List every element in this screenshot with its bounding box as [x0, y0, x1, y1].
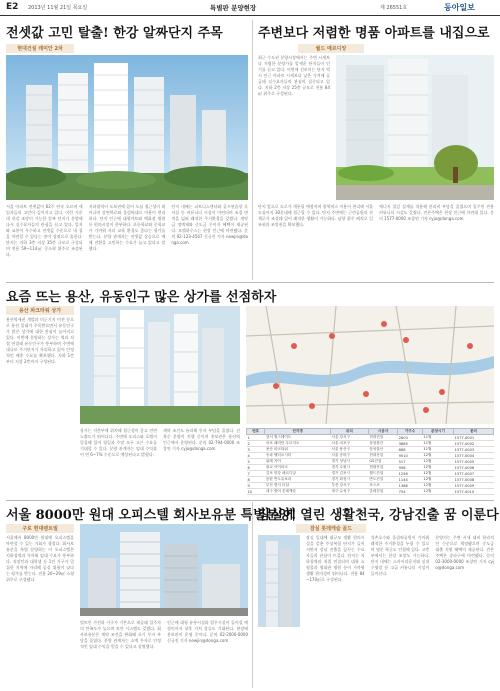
table-cell: 서울 강서구 [330, 435, 368, 441]
table-cell: 1 [247, 435, 265, 441]
table-cell: 9 [247, 483, 265, 489]
article3-col2: 상가는 저층부에 위치해 접근성이 좋고 전면 노출도가 뛰어나다. 주변에 오피스와 호텔이 밀집해 있어 평일과 주말 모두 고른 수요를 기대할 수 있다. 분양 관계자는 임대 수익률이 연 6~7% 수준으로 예상된다고 밝혔다. [80, 428, 157, 457]
article1-col2: 지하철역이 도보권에 있어 도심 접근성이 뛰어나며 강변북로와 올림픽대로 이용이 편리하다. 단지 인근에 대형마트와 백화점 병원 등 편의시설이 풍부하다. 초등학교와 중학교가 가까워 자녀 교육 환경도 좋다는 평가를 받는다. 분양 관계자는 전셋값 상승으로 매매 전환을 고민하는 수요가 늘고 있다고 말했다. [88, 204, 166, 251]
table-cell: 1577-0001 [454, 435, 494, 441]
table-cell: 888 [398, 447, 423, 453]
article1-col1: 서울 아파트 전셋값이 62주 연속 오르며 세입자들의 고민이 깊어지고 있다. 이런 가운데 한강 조망이 가능한 알짜 단지가 분양에 나서 실수요자들의 관심을 끌고 있다. 입지와 교통이 우수하고 전셋값 수준으로 내 집을 마련할 수 있다는 점이 장점으로 꼽힌다. 단지는 지하 3층 지상 35층 규모로 구성되며 전용 59~114㎡ 중소형 위주로 조성된다. [6, 204, 83, 257]
table-cell: 1577-0009 [454, 483, 494, 489]
table-cell: 11월 [422, 435, 453, 441]
table-cell: 마포 래미안 푸르지오 [265, 441, 331, 447]
table-cell: 경기 수원시 [330, 465, 368, 471]
table-cell: GS건설 [368, 459, 397, 465]
table-header-cell: 문의 [454, 429, 494, 435]
table-cell: 1577-0006 [454, 465, 494, 471]
page-number: E2 [6, 2, 19, 12]
article5-headline: 잠실에 열린 생활천국, 강남진출 꿈 이룬다 [258, 508, 499, 523]
table-cell: 12월 [422, 459, 453, 465]
article4-col1: 서울에서 8000만 원대에 오피스텔을 마련할 수 있는 기회가 생겼다. 회사보유분을 특별 분양하는 이 오피스텔은 지하철역과 가까워 임대 수요가 풍부하다. 직장인과 대학생 등 1인 가구가 밀집한 지역에 자리해 공실 위험이 낮다는 평가를 받는다. 전용 20~29㎡ 소형 위주로 구성됐다. [6, 535, 74, 582]
article4-photo [80, 524, 248, 616]
article1-tag: 현대건설 래미안 2차 [6, 44, 74, 53]
article4-tag: 구로 현대렌트빌 [6, 524, 74, 533]
table-cell: 경기 김포시 [330, 471, 368, 477]
table-cell: 경기 화성시 [330, 477, 368, 483]
table-cell: 3885 [398, 441, 423, 447]
table-cell: 포스코 [368, 483, 397, 489]
table-cell: 9510 [398, 453, 423, 459]
table-cell: 11월 [422, 447, 453, 453]
article2-col1: 최근 수도권 분양시장에서는 주변 시세보다 저렴한 분양가를 앞세운 단지들이 인기를 끌고 있다. 이번에 선보이는 단지 역시 인근 아파트 시세보다 낮은 가격에 공급돼 실수요자들의 관심이 집중되고 있다. 지하 2층 지상 25층 규모로 전용 84㎡ 위주로 구성된다. [258, 55, 330, 96]
table-cell: 대구 수성구 [330, 489, 368, 495]
article3-tag: 용산 파크타워 상가 [6, 306, 74, 315]
table-cell: 2 [247, 441, 265, 447]
table-cell: 현대산업 [368, 465, 397, 471]
table-cell: 7 [247, 471, 265, 477]
article3-left-body [6, 317, 74, 497]
table-cell: 517 [398, 459, 423, 465]
table-cell: 1256 [398, 471, 423, 477]
table-header-cell: 단지명 [265, 429, 331, 435]
table-cell: 12월 [422, 453, 453, 459]
table-cell: 8 [247, 477, 265, 483]
issue-date: 2013년 11월 21일 목요일 [28, 5, 88, 11]
article1-col3: 단지 내에는 피트니스센터와 골프연습장 독서실 등 커뮤니티 시설이 마련되며 조경 면적을 넓혀 쾌적한 주거환경을 갖췄다. 계약금 정액제와 중도금 무이자 혜택이 제공된다. 모델하우스는 현장 인근에 마련됐다. 문의 02-123-4567 신규진 기자 newjin@donga.com [171, 204, 249, 245]
table-cell: 958 [398, 465, 423, 471]
article1-body [6, 204, 248, 278]
table-cell: 월드건설 [368, 471, 397, 477]
page-header [0, 0, 500, 16]
table-cell: 1577-0007 [454, 471, 494, 477]
article3-photo [80, 306, 240, 424]
table-row [247, 489, 494, 495]
table-cell: 삼성물산 [368, 441, 397, 447]
article2-photo [336, 55, 494, 200]
table-cell: 12월 [422, 489, 453, 495]
article2-body [258, 204, 494, 278]
table-cell: 1577-0002 [454, 441, 494, 447]
table-cell: 4 [247, 453, 265, 459]
column-divider [252, 20, 253, 280]
table-cell: 롯데건설 [368, 489, 397, 495]
table-cell: 김포 한강 메르디앙 [265, 471, 331, 477]
table-cell: 서울 용산구 [330, 447, 368, 453]
table-cell: 광교 아이파크 [265, 465, 331, 471]
table-cell: 서울 마포구 [330, 441, 368, 447]
section-divider-2 [6, 500, 494, 501]
article1-photo [6, 55, 248, 200]
table-cell: 서울 송파구 [330, 453, 368, 459]
table-cell: 부산 명지 더샵 [265, 483, 331, 489]
table-cell: 1577-0008 [454, 477, 494, 483]
article5-photo [258, 535, 300, 627]
table-cell: 12월 [422, 477, 453, 483]
article4-left-body [6, 535, 74, 687]
table-cell: 10 [247, 489, 265, 495]
table-cell: 경기 성남시 [330, 459, 368, 465]
article5-col2: 석촌호수와 올림픽공원이 가까워 쾌적한 주거환경을 누릴 수 있으며 명문 학군도 인접해 있다. 고층부에서는 한강 조망도 가능하다. 단지 내에는 스카이라운지와 실내 수영장 등 고급 커뮤니티 시설이 들어선다. [370, 535, 430, 576]
table-cell: 강서 힐스테이트 [265, 435, 331, 441]
table-cell: 11월 [422, 441, 453, 447]
table-cell: 5 [247, 459, 265, 465]
table-header-cell: 가구수 [398, 429, 423, 435]
article4-body [80, 620, 248, 686]
article4-headline: 서울 8000만 원대 오피스텔 회사보유분 특별분양! [6, 508, 297, 523]
table-cell: 1144 [398, 477, 423, 483]
article3-col1: 용산역세권 개발과 미군기지 이전 등으로 용산 일대가 주목받으면서 유동인구가 많은 상가에 대한 관심이 높아지고 있다. 이번에 분양하는 상가는 역과 직접 연결돼 유동인구가 풍부하며 주변에 대규모 주거단지가 자리하고 있어 안정적인 배후 수요를 확보했다. 지하 1층부터 지상 2층까지 구성된다. [6, 317, 74, 364]
article2-headline: 주변보다 저렴한 명품 아파트를 내집으로 [258, 26, 490, 41]
table-cell: 12월 [422, 483, 453, 489]
article4-col2: 빌트인 가전과 가구가 기본으로 제공돼 입주자의 만족도가 높으며 보안 시스템도 갖췄다. 회사보유분은 계약 조건을 완화해 초기 투자 부담을 줄였다. 분양 관계자는 소액 투자로 안정적인 임대 수익을 얻을 수 있다고 설명했다. [80, 620, 161, 649]
table-cell: 반도건설 [368, 477, 397, 483]
table-cell: 삼성물산 [368, 447, 397, 453]
table-cell: 현대건설 [368, 435, 397, 441]
table-cell: 부산 강서구 [330, 483, 368, 489]
article2-col2: 단지 앞으로 도로가 개통될 예정이며 광역버스 이용이 편리해 서울 도심까지 30분대에 접근할 수 있다. 단지 주변에는 근린공원과 산책로가 조성돼 있어 쾌적한 생활이 가능하다. 남향 위주 배치로 일조권과 조망권을 확보했다. [258, 204, 373, 227]
table-cell: 동탄 반도유보라 [265, 477, 331, 483]
article5-body [306, 535, 494, 687]
article5-tag: 잠실 롯데캐슬 골드 [296, 524, 366, 533]
table-cell: 3 [247, 447, 265, 453]
article2-col3: 에너지 절감 설계를 적용해 관리비 부담을 줄였으며 입주민 전용 커뮤니티 시설도 갖췄다. 견본주택은 현장 인근에 마련돼 있다. 문의 1577-0000 조창연 기자 cyjo@donga.com [379, 204, 494, 221]
table-cell: 1577-0005 [454, 459, 494, 465]
table-cell: 12월 [422, 465, 453, 471]
column-divider-2 [252, 502, 253, 688]
table-header-cell: 시공사 [368, 429, 397, 435]
table-header-cell: 분양시기 [422, 429, 453, 435]
article5-col1: 잠실 일대에 대규모 생활 편의시설을 갖춘 주상복합 단지가 들어서면서 강남 진출을 꿈꾸는 수요자들의 관심이 뜨겁다. 단지는 지하철역과 직접 연결되며 대형 쇼핑몰과 영화관 병원 등이 가까워 생활 편의성이 뛰어나다. 전용 84~170㎡로 구성된다. [306, 535, 365, 582]
article5-col3: 분양가는 주변 시세 대비 합리적인 수준으로 책정됐으며 중도금 대출 지원 혜택이 제공된다. 견본주택은 송파구에 마련됐다. 문의 02-3000-0000 조창연 기자 cyjo@donga.com [435, 535, 495, 570]
table-cell: 1386 [398, 483, 423, 489]
newspaper-logo: 동아일보 [444, 3, 475, 12]
table-cell: 송파 헬리오시티 [265, 453, 331, 459]
article4-col3: 인근에 대형 유통시설과 업무시설이 들어설 예정이어서 향후 가치 상승도 기대된다. 현장에 홍보관이 운영 중이다. 문의 02-2000-0000 신규진 기자 newjin@donga.com [167, 620, 248, 643]
article3-headline: 요즘 뜨는 용산, 유동인구 많은 상가를 선점하자 [6, 290, 277, 305]
article3-body [80, 428, 240, 498]
table-cell: 1577-0004 [454, 453, 494, 459]
article2-tag: 월드 메르디앙 [298, 44, 364, 53]
sales-table [246, 428, 494, 495]
table-cell: 6 [247, 465, 265, 471]
article2-left-body [258, 55, 330, 200]
section-title: 특별판 분양현장 [210, 4, 257, 12]
table-cell: 1577-0003 [454, 447, 494, 453]
table-cell: 12월 [422, 471, 453, 477]
location-map [246, 306, 494, 424]
table-cell: 2603 [398, 435, 423, 441]
table-cell: 현대산업 [368, 453, 397, 459]
article1-headline: 전셋값 고민 탈출! 한강 알짜단지 주목 [6, 26, 223, 41]
table-cell: 위례 자이 [265, 459, 331, 465]
table-header-cell: 위치 [330, 429, 368, 435]
table-cell: 1577-0010 [454, 489, 494, 495]
table-cell: 대구 범어 롯데캐슬 [265, 489, 331, 495]
edition-number: 제 26551호 [380, 5, 408, 11]
table-cell: 754 [398, 489, 423, 495]
section-divider [6, 282, 494, 283]
article3-col3: 계약 조건도 유리해 투자 부담을 줄였다. 선착순 분양이 진행 중이며 홍보관은 용산역 인근에서 운영된다. 문의 02-794-0000 조창연 기자 cyjo@donga.com [163, 428, 240, 451]
table-header-cell: 번호 [247, 429, 265, 435]
table-cell: 용산 파크타워 [265, 447, 331, 453]
table-body [247, 435, 494, 495]
